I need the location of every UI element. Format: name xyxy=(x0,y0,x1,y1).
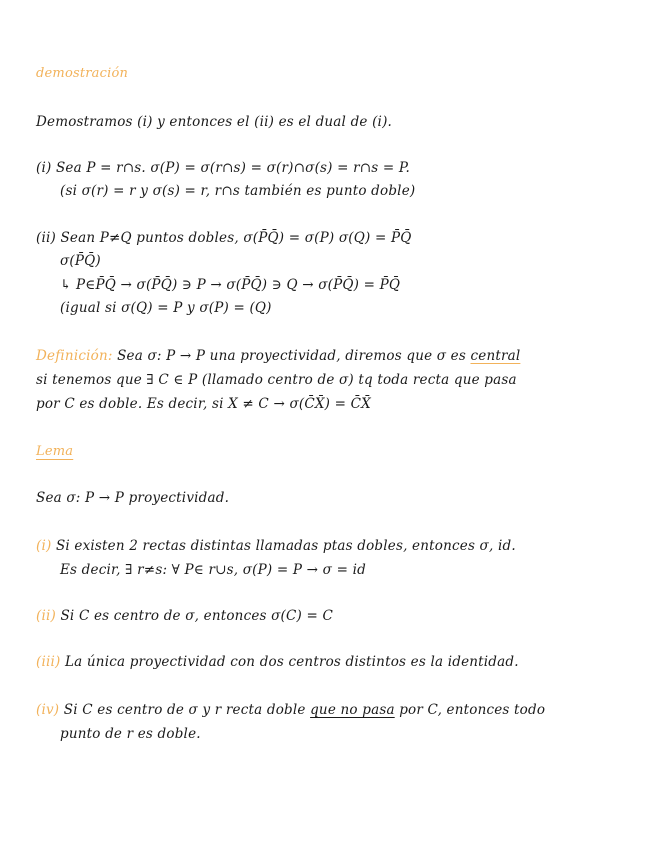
lema-item-ii xyxy=(36,608,333,624)
lema-item-i-line-2: Es decir, ∃ r≠s: ∀ P∈ r∪s, σ(P) = P → σ = id xyxy=(60,562,366,578)
demo-line-1: Demostramos (i) y entonces el (ii) es el dual de (i). xyxy=(36,114,393,130)
definition-text-1: Sea σ: P → P una proyectividad, diremos que σ es xyxy=(117,348,466,364)
demo-ii-line-2: σ(P̄Q̄) xyxy=(60,253,101,269)
lema-item-iii-num: (iii) xyxy=(36,654,61,670)
lema-item-iv-text-post: por C, entonces todo xyxy=(399,702,546,718)
definition-line-1 xyxy=(36,348,520,364)
demo-i-line-1: (i) Sea P = r∩s. σ(P) = σ(r∩s) = σ(r)∩σ(s) = r∩s = P. xyxy=(36,160,410,176)
lema-item-iv-text-underlined: que no pasa xyxy=(310,702,395,718)
definition-line-3: por C es doble. Es decir, si X ≠ C → σ(C̄X̄) = C̄X̄ xyxy=(36,396,371,412)
definition-central-word: central xyxy=(470,348,521,364)
demo-ii-line-1: (ii) Sean P≠Q puntos dobles, σ(P̄Q̄) = σ(P) σ(Q) = P̄Q̄ xyxy=(36,230,412,246)
lema-item-ii-text: Si C es centro de σ, entonces σ(C) = C xyxy=(60,608,334,624)
lema-item-i-line-1 xyxy=(36,538,516,554)
definition-label: Definición: xyxy=(36,348,113,364)
lema-item-iv-text-pre: Si C es centro de σ y r recta doble xyxy=(63,702,306,718)
demo-heading: demostración xyxy=(36,66,129,81)
lema-heading: Lema xyxy=(36,444,74,459)
lema-item-ii-num: (ii) xyxy=(36,608,56,624)
demo-ii-line-3: ↳ P∈P̄Q̄ → σ(P̄Q̄) ∋ P → σ(P̄Q̄) ∋ Q → σ(P̄Q̄) = P̄Q̄ xyxy=(60,277,401,293)
definition-line-2: si tenemos que ∃ C ∈ P (llamado centro de σ) tq toda recta que pasa xyxy=(36,372,517,388)
lema-item-iv-line-1 xyxy=(36,702,545,718)
demo-ii-line-4: (igual si σ(Q) = P y σ(P) = (Q) xyxy=(60,300,272,316)
lema-item-iii-text: La única proyectividad con dos centros distintos es la identidad. xyxy=(65,654,519,670)
lema-item-iv-num: (iv) xyxy=(36,702,60,718)
demo-i-line-2: (si σ(r) = r y σ(s) = r, r∩s también es punto doble) xyxy=(60,183,416,199)
lema-item-i-text: Si existen 2 rectas distintas llamadas ptas dobles, entonces σ, id. xyxy=(55,538,516,554)
lema-intro: Sea σ: P → P proyectividad. xyxy=(36,490,230,506)
lema-item-iv-line-2: punto de r es doble. xyxy=(60,726,201,742)
lema-item-iii xyxy=(36,654,519,670)
lema-item-i-num: (i) xyxy=(36,538,52,554)
